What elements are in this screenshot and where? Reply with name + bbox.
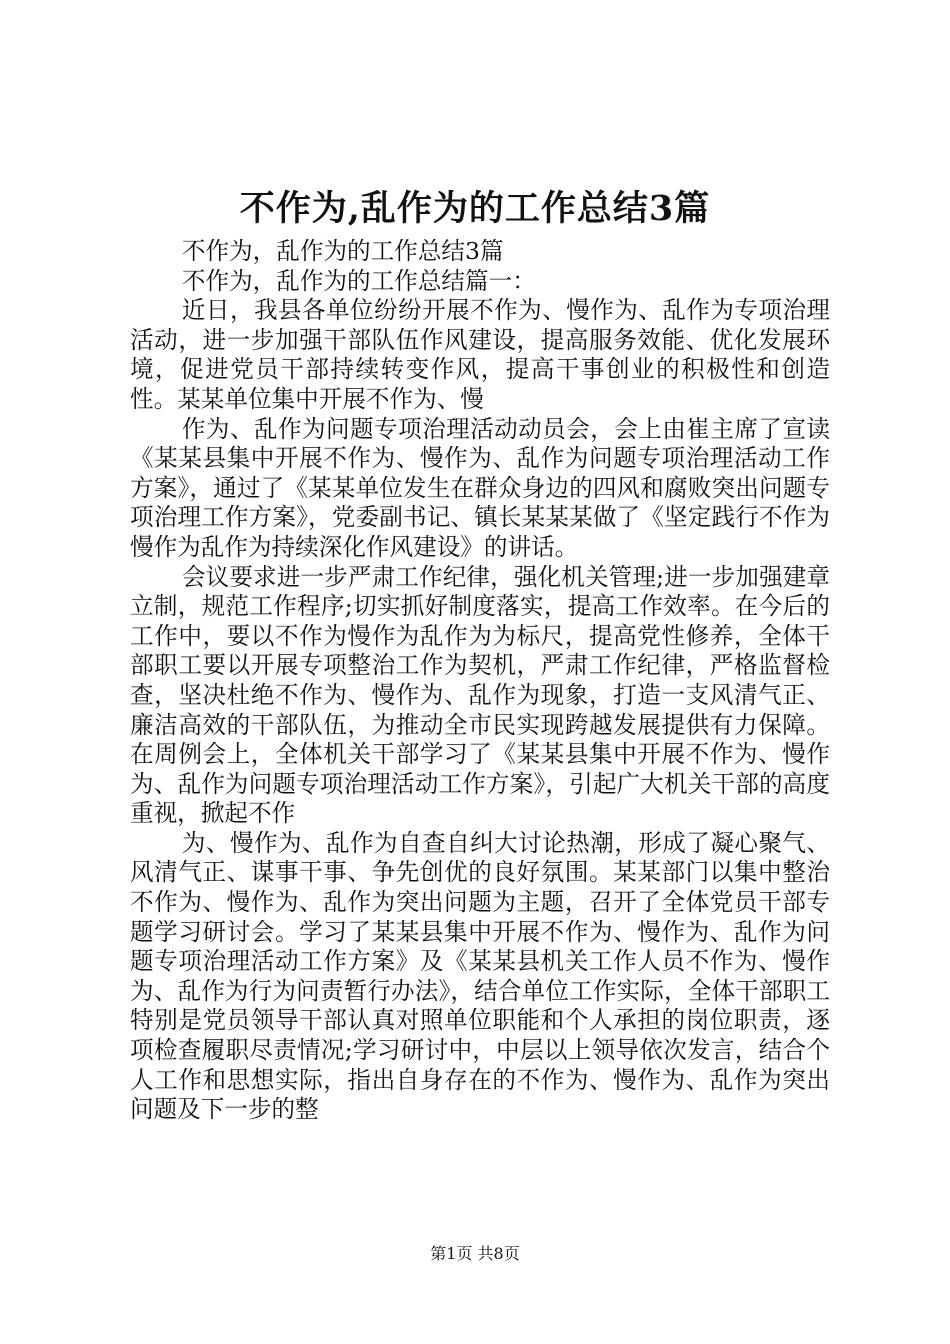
page-number: 第1页 — [430, 1244, 473, 1263]
document-title: 不作为,乱作为的工作总结3篇 — [239, 188, 711, 229]
paragraph-subtitle: 不作为，乱作为的工作总结3篇 — [181, 237, 504, 265]
paragraph: 近日，我县各单位纷纷开展不作为、慢作为、乱作为专项治理活动，进一步加强干部队伍作风建设，提高服务效能、优化发展环境，促进党员干部持续转变作风，提高干事创业的积极性和创造性。某某单位集中开展不作为、慢 — [130, 296, 830, 413]
page-footer — [0, 1243, 950, 1265]
paragraph-section-heading: 不作为，乱作为的工作总结篇一： — [181, 266, 536, 295]
document-body — [130, 237, 830, 1125]
paragraph: 会议要求进一步严肃工作纪律，强化机关管理;进一步加强建章立制，规范工作程序;切实抓好制度落实，提高工作效率。在今后的工作中，要以不作为慢作为乱作为为标尺，提高党性修养，全体干部职工要以开展专项整治工作为契机，严肃工作纪律，严格监督检查，坚决杜绝不作为、慢作为、乱作为现象，打造一支风清气正、廉洁高效的干部队伍，为推动全市民实现跨越发展提供有力保障。在周例会上，全体机关干部学习了《某某县集中开展不作为、慢作为、乱作为问题专项治理活动工作方案》，引起广大机关干部的高度重视，掀起不作 — [130, 562, 830, 828]
paragraph: 作为、乱作为问题专项治理活动动员会，会上由崔主席了宣读《某某县集中开展不作为、慢作为、乱作为问题专项治理活动工作方案》，通过了《某某单位发生在群众身边的四风和腐败突出问题专项治理工作方案》，党委副书记、镇长某某某做了《坚定践行不作为慢作为乱作为持续深化作风建设》的讲话。 — [130, 414, 830, 561]
paragraph: 为、慢作为、乱作为自查自纠大讨论热潮，形成了凝心聚气、风清气正、谋事干事、争先创优的良好氛围。某某部门以集中整治不作为、慢作为、乱作为突出问题为主题，召开了全体党员干部专题学习研讨会。学习了某某县集中开展不作为、慢作为、乱作为问题专项治理活动工作方案》及《某某县机关工作人员不作为、慢作为、乱作为行为问责暂行办法》，结合单位工作实际，全体干部职工特别是党员领导干部认真对照单位职能和个人承担的岗位职责，逐项检查履职尽责情况;学习研讨中，中层以上领导依次发言，结合个人工作和思想实际，指出自身存在的不作为、慢作为、乱作为突出问题及下一步的整 — [130, 828, 830, 1124]
page-total: 共8页 — [477, 1244, 520, 1263]
